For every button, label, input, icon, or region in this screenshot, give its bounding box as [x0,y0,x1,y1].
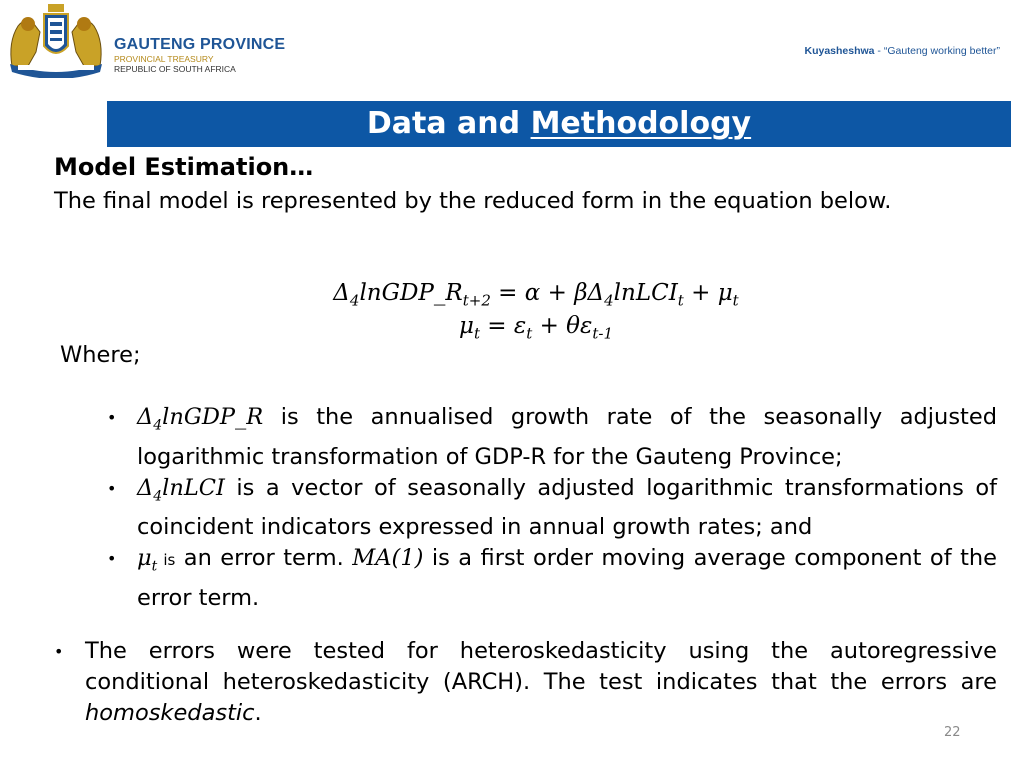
main-bullet [54,636,997,729]
slide-title [107,107,1011,141]
list-item [107,543,997,614]
equation-2: $\mu_t = \varepsilon_t + \theta\varepsilon_{t-1}$ [459,313,613,343]
title-part2: Methodology [530,106,752,141]
list-item [107,473,997,544]
ma-term: MA(1) [352,545,424,571]
equation-1: $\Delta_4lnGDP\_R_{t+2} = \alpha$ + $\beta\Delta_4lnLCI_t + \mu_t$ [333,280,739,310]
slogan-lead: Kuyasheshwa [804,45,875,57]
intro-paragraph: The final model is represented by the reduced form in the equation below. [54,188,892,214]
header-logo [4,2,294,78]
org-block [114,36,285,74]
slogan-rest: - “Gauteng working better” [874,45,1000,57]
org-name: GAUTENG PROVINCE [114,36,286,53]
coat-of-arms-icon [4,2,108,78]
bullet-icon: • [107,408,117,427]
symbol: $\mu_t$ [137,545,158,575]
title-bar [107,101,1011,147]
page-number: 22 [944,725,961,740]
slogan [804,45,1000,57]
bullet-icon: • [107,478,117,498]
bullet-icon: • [54,642,64,661]
bullet-text: The errors were tested for heteroskedasticity using the autoregressive conditional heteroskedasticity (ARCH). The test indicates that the errors are homoskedastic. [85,638,997,726]
emphasis: homoskedastic [85,700,255,726]
list-item [107,402,997,473]
org-dept: PROVINCIAL TREASURY [114,54,214,64]
definition-text: is the annualised growth rate of the seasonally adjusted logarithmic transformation of GDP-R for the Gauteng Province; [137,404,997,470]
where-label: Where; [60,342,141,368]
section-heading: Model Estimation… [54,153,314,181]
symbol: $\Delta_4lnGDP\_R$ [137,404,264,434]
title-part1: Data and [366,106,531,141]
org-country: REPUBLIC OF SOUTH AFRICA [114,64,236,74]
definitions-list [107,402,997,614]
definition-text: is a vector of seasonally adjusted logarithmic transformations of coincident indicators expressed in annual growth rates; and [137,474,997,540]
definition-text: an error term. [175,545,353,571]
definition-text-end: is a first order moving average component of the error term. [137,545,997,611]
is-word: is [157,551,176,569]
symbol: $\Delta_4lnLCI$ [137,474,225,504]
bullet-icon: • [107,549,117,568]
